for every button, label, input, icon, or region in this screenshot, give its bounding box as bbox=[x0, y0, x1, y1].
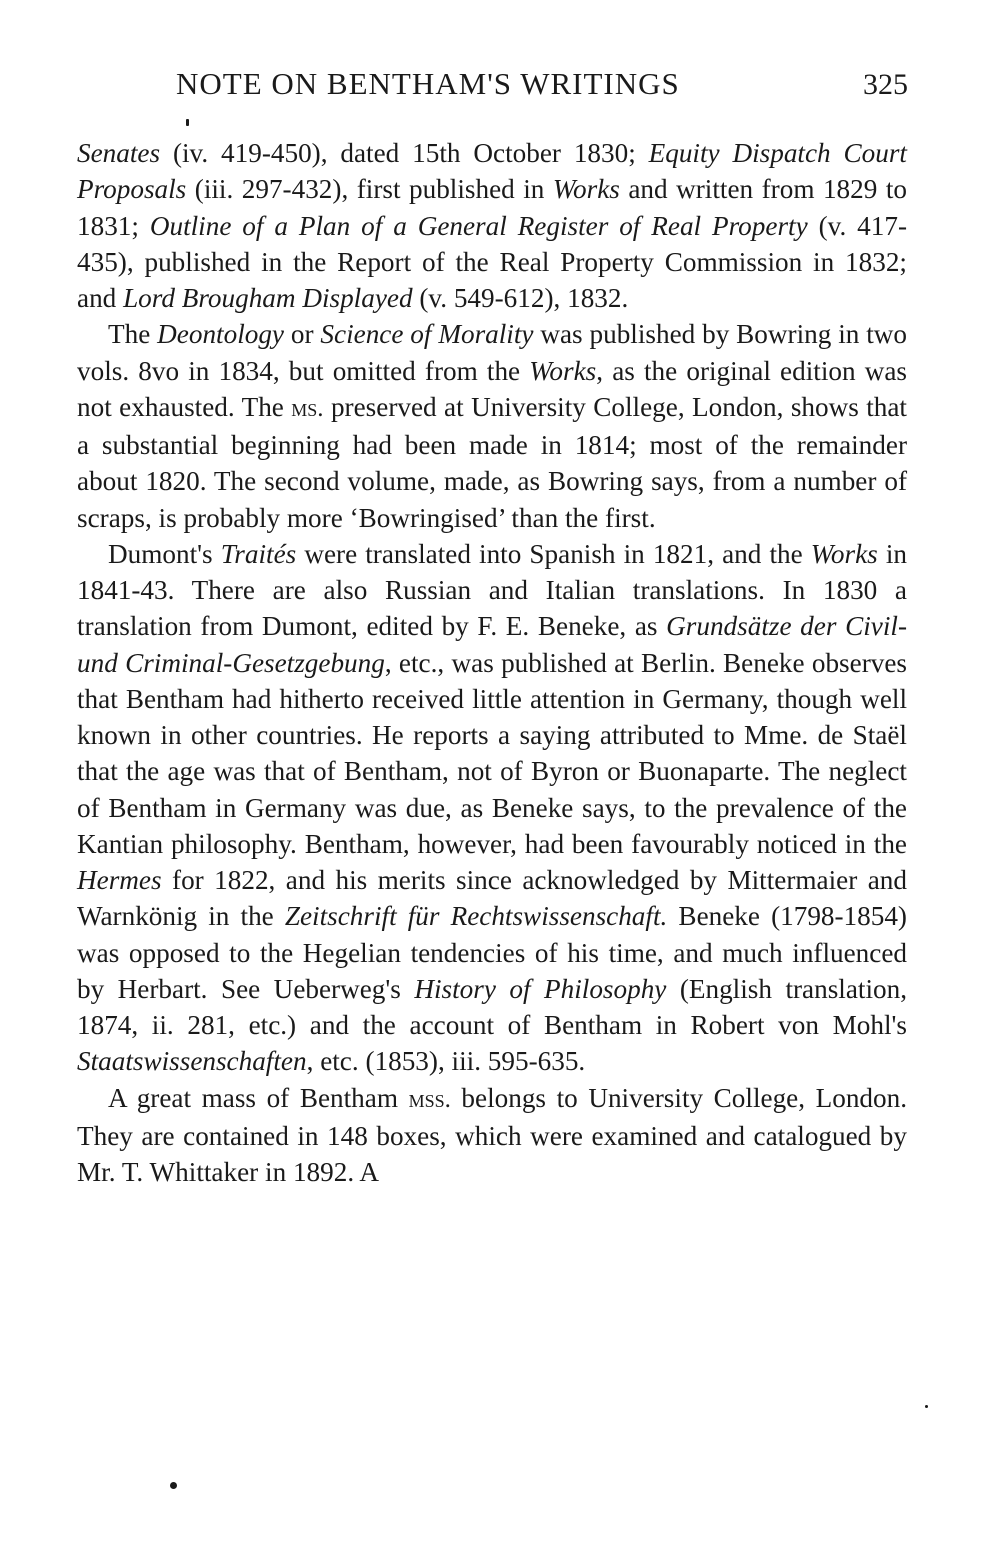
italic-text: Traités bbox=[220, 538, 297, 569]
text-run: or bbox=[284, 319, 321, 350]
paragraph-dumont-translations bbox=[77, 536, 907, 1080]
paragraph-bentham-manuscripts bbox=[77, 1080, 907, 1191]
text-run: (English translation, 1874, ii. 281, etc.) and the account of Bentham in Robert von Mohl's bbox=[77, 973, 907, 1040]
italic-text: Works bbox=[810, 538, 878, 569]
running-title: NOTE ON BENTHAM'S WRITINGS bbox=[176, 66, 680, 101]
ink-speck bbox=[170, 1482, 177, 1489]
text-run: (iii. 297-432), first published in bbox=[186, 174, 553, 205]
italic-text: Staatswissenschaften bbox=[77, 1046, 307, 1077]
text-run: Dumont's bbox=[108, 538, 221, 569]
text-run: (v. 417-435), published in the Report of the Real Property Commission in 1832; and bbox=[77, 210, 907, 313]
small-caps-text: mss. bbox=[408, 1085, 451, 1113]
text-run: preserved at University College, London, shows that a substantial beginning had been made in 1814; most of the remainder about 1820. The second volume, made, as Bowring says, from a number of scraps, is probably more ‘Bowringised’ than the first. bbox=[77, 391, 907, 533]
text-run: and written from 1829 to 1831; bbox=[77, 174, 907, 241]
italic-text: Works bbox=[529, 355, 597, 386]
text-run: Beneke (1798-1854) was opposed to the Hegelian tendencies of his time, and much influenced by Herbart. See Ueberweg's bbox=[77, 901, 907, 1004]
text-run: in 1841-43. There are also Russian and Italian translations. In 1830 a translation from Dumont, edited by F. E. Beneke, as bbox=[77, 538, 907, 642]
running-head bbox=[76, 66, 908, 110]
text-run: A great mass of Bentham bbox=[108, 1082, 409, 1113]
page-number: 325 bbox=[863, 68, 908, 101]
italic-text: Equity Dispatch Court Proposals bbox=[77, 138, 907, 205]
italic-text: Lord Brougham Displayed bbox=[123, 283, 413, 313]
italic-text: Senates bbox=[77, 138, 161, 168]
italic-text: Science of Morality bbox=[320, 319, 534, 350]
small-caps-text: ms. bbox=[291, 394, 324, 422]
paragraph-senates-continuation bbox=[77, 135, 907, 316]
italic-text: Deontology bbox=[157, 319, 285, 350]
paragraph-deontology bbox=[77, 316, 907, 536]
text-run: The bbox=[108, 319, 158, 350]
italic-text: Grundsätze der Civil- und Criminal-Gesetzgebung bbox=[77, 611, 907, 678]
italic-text: Works bbox=[552, 174, 620, 205]
italic-text: Zeitschrift für Rechtswissenschaft. bbox=[284, 901, 668, 932]
text-run: , as the original edition was not exhausted. The bbox=[77, 355, 907, 422]
text-run: (v. 549-612), 1832. bbox=[412, 283, 629, 313]
text-run: for 1822, and his merits since acknowledged by Mittermaier and Warnkönig in the bbox=[77, 865, 907, 932]
ink-speck bbox=[925, 1405, 928, 1408]
ink-speck bbox=[186, 119, 189, 126]
text-run: belongs to University College, London. They are contained in 148 boxes, which were examined and catalogued by Mr. T. Whittaker in 1892. A bbox=[77, 1082, 907, 1187]
italic-text: History of Philosophy bbox=[414, 973, 667, 1004]
body-text bbox=[77, 135, 907, 1190]
text-run: were translated into Spanish in 1821, and the bbox=[296, 538, 811, 569]
text-run: , etc., was published at Berlin. Beneke observes that Bentham had hitherto received little attention in Germany, though well known in other countries. He reports a saying attributed to Mme. de Staël that the age was that of Bentham, not of Byron or Buonaparte. The neglect of Bentham in Germany was due, as Beneke says, to the prevalence of the Kantian philosophy. Bentham, however, had been favourably noticed in the bbox=[77, 647, 907, 859]
text-run: , etc. (1853), iii. 595-635. bbox=[306, 1046, 586, 1077]
italic-text: Hermes bbox=[77, 865, 162, 895]
italic-text: Outline of a Plan of a General Register of Real Property bbox=[149, 210, 808, 241]
text-run: (iv. 419-450), dated 15th October 1830; bbox=[160, 138, 649, 168]
text-run: was published by Bowring in two vols. 8vo in 1834, but omitted from the bbox=[77, 319, 908, 386]
